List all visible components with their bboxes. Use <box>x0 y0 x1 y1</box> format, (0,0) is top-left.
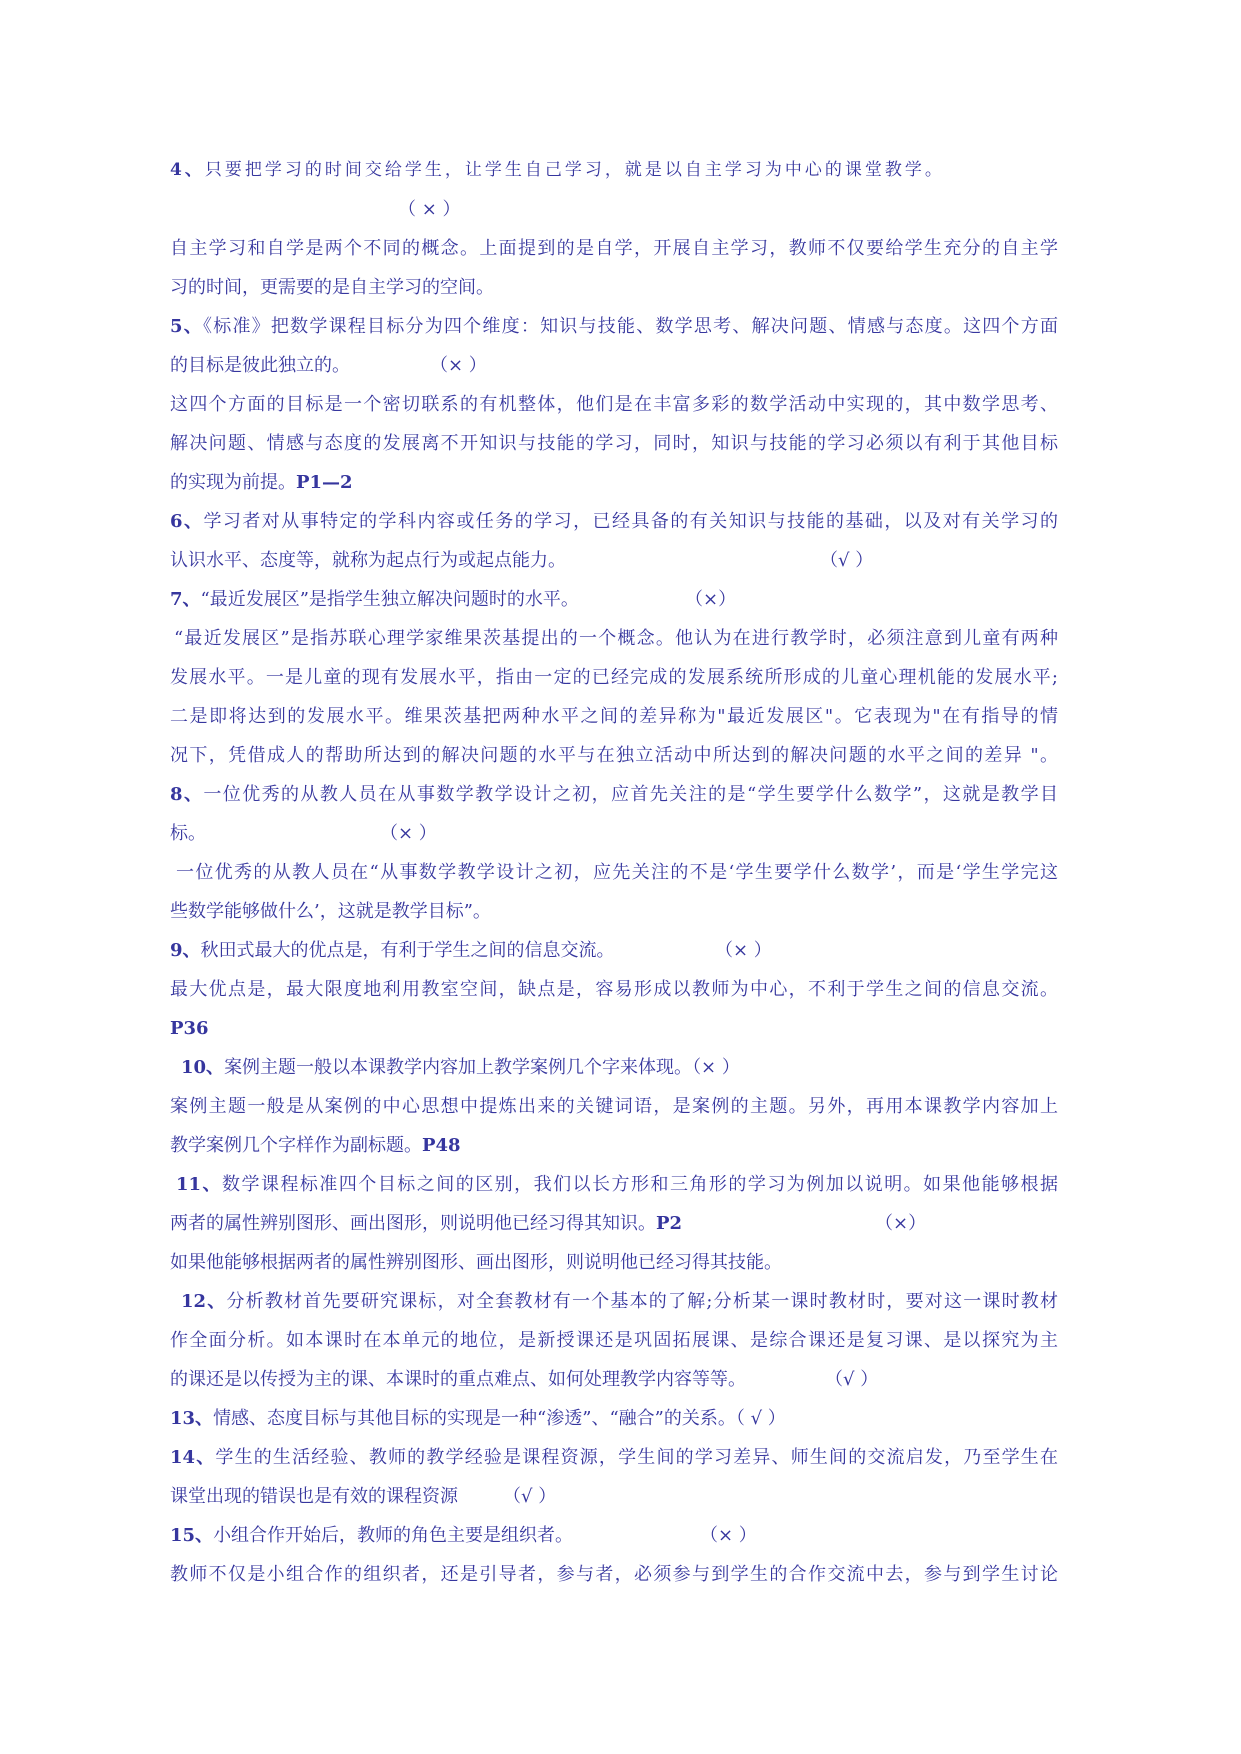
explanation-line <box>170 736 1058 775</box>
statement-text: 情感、态度目标与其他目标的实现是一种“渗透”、“融合”的关系。 <box>213 1408 736 1429</box>
question-number: 6、 <box>170 511 204 532</box>
question-statement-line <box>170 1204 1058 1243</box>
explanation-text: 些数学能够做什么’，这就是教学目标”。 <box>170 901 491 922</box>
answer-mark: （× ） <box>715 940 772 961</box>
page-reference: P48 <box>422 1135 461 1156</box>
explanation-line <box>170 619 1058 658</box>
question-number: 4、 <box>170 160 205 180</box>
explanation-line <box>170 970 1058 1009</box>
statement-text: 案例主题一般以本课教学内容加上教学案例几个字来体现。 <box>224 1057 693 1078</box>
question-statement-line <box>170 346 1058 385</box>
explanation-line <box>170 1126 1058 1165</box>
answer-mark: （√ ） <box>820 550 874 571</box>
explanation-text: 教学案例几个字样作为副标题。 <box>170 1135 422 1156</box>
statement-text: 只要把学习的时间交给学生，让学生自己学习，就是以自主学习为中心的课堂教学。 <box>204 160 945 180</box>
question-statement-line <box>170 541 1058 580</box>
statement-text: 两者的属性辨别图形、画出图形，则说明他已经习得其知识。 <box>170 1213 656 1234</box>
question-statement-line <box>170 1516 1058 1555</box>
explanation-line <box>170 1243 1058 1282</box>
explanation-line <box>170 1087 1058 1126</box>
explanation-text: 这四个方面的目标是一个密切联系的有机整体，他们是在丰富多彩的数学活动中实现的，其中数学思考、 <box>170 394 1058 415</box>
question-number: 14、 <box>170 1447 216 1468</box>
question-statement-line <box>170 814 1058 853</box>
question-statement-line <box>170 775 1058 814</box>
question-number: 15、 <box>170 1525 214 1546</box>
statement-text: 学生的生活经验、教师的教学经验是课程资源，学生间的学习差异、师生间的交流启发，乃至学生在 <box>215 1447 1058 1468</box>
question-statement-line <box>170 1438 1058 1477</box>
page-reference: P36 <box>170 1018 209 1039</box>
explanation-line <box>170 385 1058 424</box>
explanation-line <box>170 1009 1058 1048</box>
question-statement-line <box>170 580 1058 619</box>
explanation-text: 况下，凭借成人的帮助所达到的解决问题的水平与在独立活动中所达到的解决问题的水平之间的差异 "。 <box>170 745 1058 766</box>
explanation-text: 二是即将达到的发展水平。维果茨基把两种水平之间的差异称为"最近发展区"。它表现为"在有指导的情 <box>170 706 1058 727</box>
explanation-line <box>170 268 1058 307</box>
question-statement-line <box>170 1399 1058 1438</box>
question-number: 13、 <box>170 1408 214 1429</box>
explanation-line <box>170 1555 1058 1594</box>
question-number: 10、 <box>181 1057 225 1078</box>
explanation-text: 解决问题、情感与态度的发展离不开知识与技能的学习，同时，知识与技能的学习必须以有利于其他目标 <box>170 433 1058 454</box>
question-statement-line <box>170 931 1058 970</box>
explanation-line <box>170 697 1058 736</box>
question-number: 11、 <box>176 1174 223 1195</box>
answer-mark: （× ） <box>430 355 487 376</box>
explanation-text: 一位优秀的从教人员在“从事数学教学设计之初，应先关注的不是‘学生要学什么数学’，而是‘学生学完这 <box>176 862 1058 883</box>
question-number: 7、 <box>170 589 201 610</box>
statement-text: 一位优秀的从教人员在从事数学教学设计之初，应首先关注的是“学生要学什么数学”，这就是教学目 <box>203 784 1058 805</box>
answer-mark: （√ ） <box>825 1369 879 1390</box>
statement-text: “最近发展区”是指学生独立解决问题时的水平。 <box>200 589 579 610</box>
document-body <box>170 151 1058 1594</box>
question-number: 8、 <box>170 784 204 805</box>
question-statement-line <box>170 1477 1058 1516</box>
explanation-text: 教师不仅是小组合作的组织者，还是引导者，参与者，必须参与到学生的合作交流中去，参与到学生讨论 <box>170 1564 1058 1585</box>
explanation-text: 自主学习和自学是两个不同的概念。上面提到的是自学，开展自主学习，教师不仅要给学生充分的自主学 <box>170 238 1058 259</box>
answer-mark: （ × ） <box>398 199 461 220</box>
page-reference: P1—2 <box>296 472 353 493</box>
question-number: 9、 <box>170 940 201 961</box>
question-statement-line <box>170 1360 1058 1399</box>
question-statement-line <box>170 151 1058 190</box>
page-reference: P2 <box>656 1213 683 1234</box>
question-number: 5、 <box>170 316 203 337</box>
statement-text: 作全面分析。如本课时在本单元的地位，是新授课还是巩固拓展课、是综合课还是复习课、是以探究为主 <box>170 1330 1058 1351</box>
question-statement-line <box>170 307 1058 346</box>
question-statement-line <box>170 1282 1058 1321</box>
explanation-text: 最大优点是，最大限度地利用教室空间，缺点是，容易形成以教师为中心，不利于学生之间的信息交流。 <box>170 979 1058 1000</box>
question-statement-line <box>170 1165 1058 1204</box>
question-statement-line <box>170 1321 1058 1360</box>
statement-text: 课堂出现的错误也是有效的课程资源 <box>170 1486 458 1507</box>
explanation-line <box>170 463 1058 502</box>
statement-text: 学习者对从事特定的学科内容或任务的学习，已经具备的有关知识与技能的基础，以及对有关学习的 <box>203 511 1058 532</box>
statement-text: 分析教材首先要研究课标，对全套教材有一个基本的了解;分析某一课时教材时，要对这一课时教材 <box>226 1291 1058 1312</box>
answer-mark: （×） <box>875 1213 927 1234</box>
explanation-line <box>170 424 1058 463</box>
question-statement-line <box>170 502 1058 541</box>
explanation-line <box>170 853 1058 892</box>
statement-text: 标。 <box>170 823 206 844</box>
answer-mark: （√ ） <box>503 1486 557 1507</box>
explanation-text: “最近发展区”是指苏联心理学家维果茨基提出的一个概念。他认为在进行教学时，必须注意到儿童有两种 <box>174 628 1058 649</box>
explanation-line <box>170 892 1058 931</box>
statement-text: 的课还是以传授为主的课、本课时的重点难点、如何处理教学内容等等。 <box>170 1369 746 1390</box>
answer-mark: （× ） <box>380 823 437 844</box>
explanation-text: 如果他能够根据两者的属性辨别图形、画出图形，则说明他已经习得其技能。 <box>170 1252 782 1273</box>
explanation-text: 案例主题一般是从案例的中心思想中提炼出来的关键词语，是案例的主题。另外，再用本课教学内容加上 <box>170 1096 1058 1117</box>
statement-text: 认识水平、态度等，就称为起点行为或起点能力。 <box>170 550 566 571</box>
statement-text: 《标准》把数学课程目标分为四个维度：知识与技能、数学思考、解决问题、情感与态度。这四个方面 <box>202 316 1058 337</box>
answer-line <box>170 190 1058 229</box>
question-number: 12、 <box>181 1291 227 1312</box>
answer-mark: （× ） <box>692 1057 740 1078</box>
explanation-line <box>170 658 1058 697</box>
statement-text: 秋田式最大的优点是，有利于学生之间的信息交流。 <box>200 940 615 961</box>
answer-mark: （×） <box>685 589 737 610</box>
answer-mark: （ √ ） <box>735 1408 786 1429</box>
answer-mark: （× ） <box>700 1525 757 1546</box>
statement-text: 的目标是彼此独立的。 <box>170 355 350 376</box>
explanation-text: 发展水平。一是儿童的现有发展水平，指由一定的已经完成的发展系统所形成的儿童心理机能的发展水平; <box>170 667 1058 688</box>
explanation-line <box>170 229 1058 268</box>
statement-text: 小组合作开始后，教师的角色主要是组织者。 <box>213 1525 574 1546</box>
statement-text: 数学课程标准四个目标之间的区别，我们以长方形和三角形的学习为例加以说明。如果他能够根据 <box>222 1174 1058 1195</box>
question-statement-line <box>170 1048 1058 1087</box>
explanation-text: 的实现为前提。 <box>170 472 296 493</box>
explanation-text: 习的时间，更需要的是自主学习的空间。 <box>170 277 494 298</box>
